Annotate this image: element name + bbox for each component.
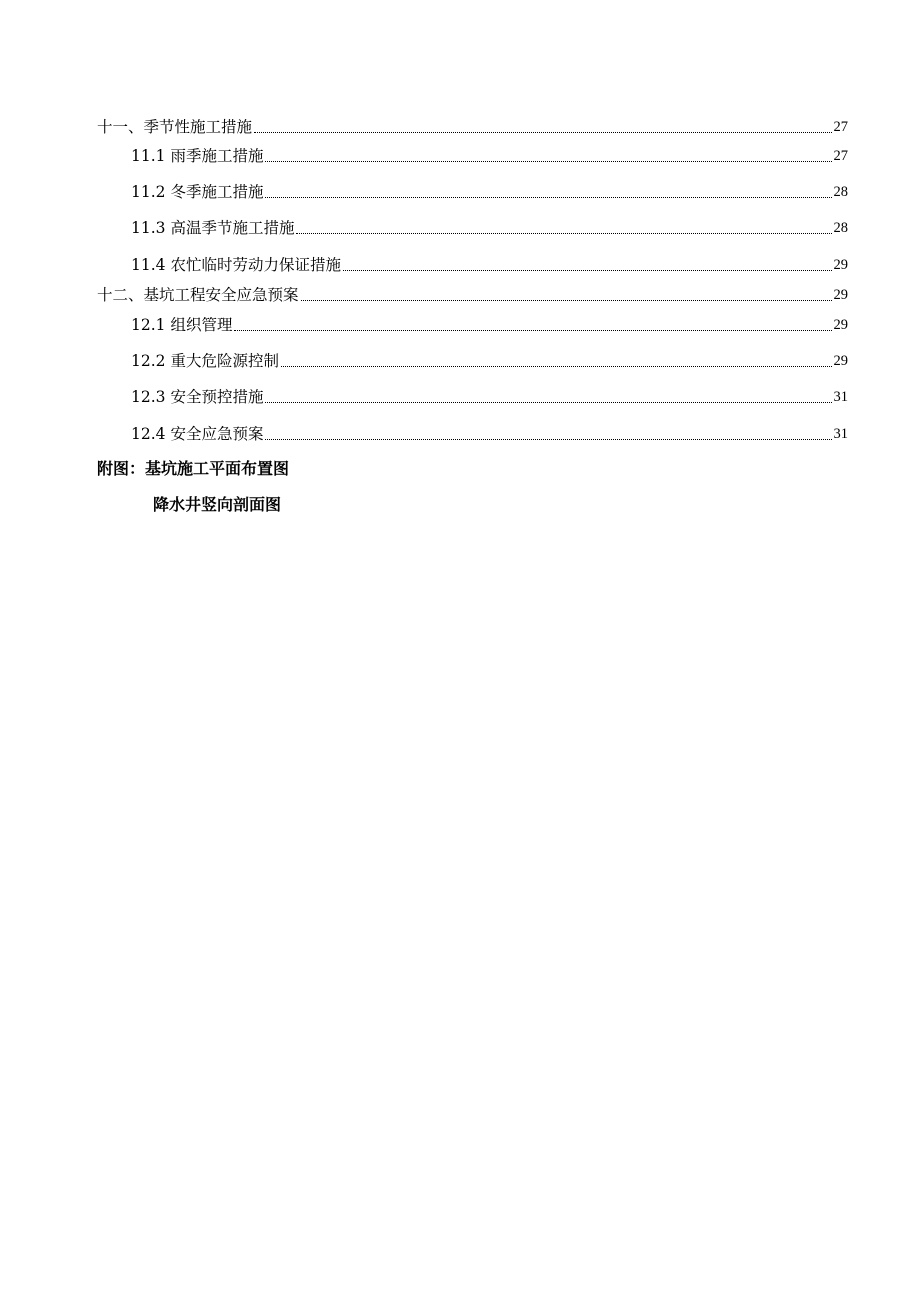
toc-entry-chapter-11[interactable] [0,113,920,137]
toc-dot-leader [265,197,831,198]
toc-dot-leader [265,402,831,403]
toc-entry-title: 12.3 安全预控措施 [131,388,264,406]
toc-page-number: 29 [833,287,848,303]
toc-entry-chapter-12[interactable] [0,281,920,305]
toc-entry-11-4[interactable] [0,251,920,275]
toc-entry-title: 11.1 雨季施工措施 [131,147,264,165]
toc-page-number: 29 [833,353,848,369]
toc-entry-12-3[interactable] [0,383,920,407]
toc-entry-11-1[interactable] [0,142,920,166]
toc-page-number: 29 [833,257,848,273]
toc-entry-title: 11.2 冬季施工措施 [131,183,264,201]
toc-entry-title: 十一、季节性施工措施 [97,118,253,136]
toc-entry-title: 11.4 农忙临时劳动力保证措施 [131,256,341,274]
toc-dot-leader [265,161,831,162]
toc-entry-title: 12.1 组织管理 [131,316,233,334]
toc-dot-leader [265,439,831,440]
toc-page-number: 29 [833,317,848,333]
toc-entry-12-2[interactable] [0,347,920,371]
toc-page-number: 27 [833,119,848,135]
toc-entry-12-1[interactable] [0,311,920,335]
toc-dot-leader [281,366,832,367]
toc-dot-leader [234,330,831,331]
appendix-figure-line-2: 降水井竖向剖面图 [153,495,282,514]
toc-entry-11-3[interactable] [0,214,920,238]
toc-page-number: 27 [833,148,848,164]
toc-entry-title: 十二、基坑工程安全应急预案 [97,286,299,304]
toc-entry-11-2[interactable] [0,178,920,202]
toc-dot-leader [343,270,832,271]
toc-entry-12-4[interactable] [0,420,920,444]
toc-entry-title: 12.2 重大危险源控制 [131,352,279,370]
toc-entry-title: 11.3 高温季节施工措施 [131,219,295,237]
appendix-figure-line-1: 附图：基坑施工平面布置图 [97,459,290,478]
toc-page-number: 28 [833,184,848,200]
toc-dot-leader [301,300,832,301]
toc-page-number: 31 [833,426,848,442]
toc-entry-title: 12.4 安全应急预案 [131,425,264,443]
toc-page-number: 28 [833,220,848,236]
toc-dot-leader [296,233,831,234]
toc-dot-leader [254,132,831,133]
toc-page-number: 31 [833,389,848,405]
